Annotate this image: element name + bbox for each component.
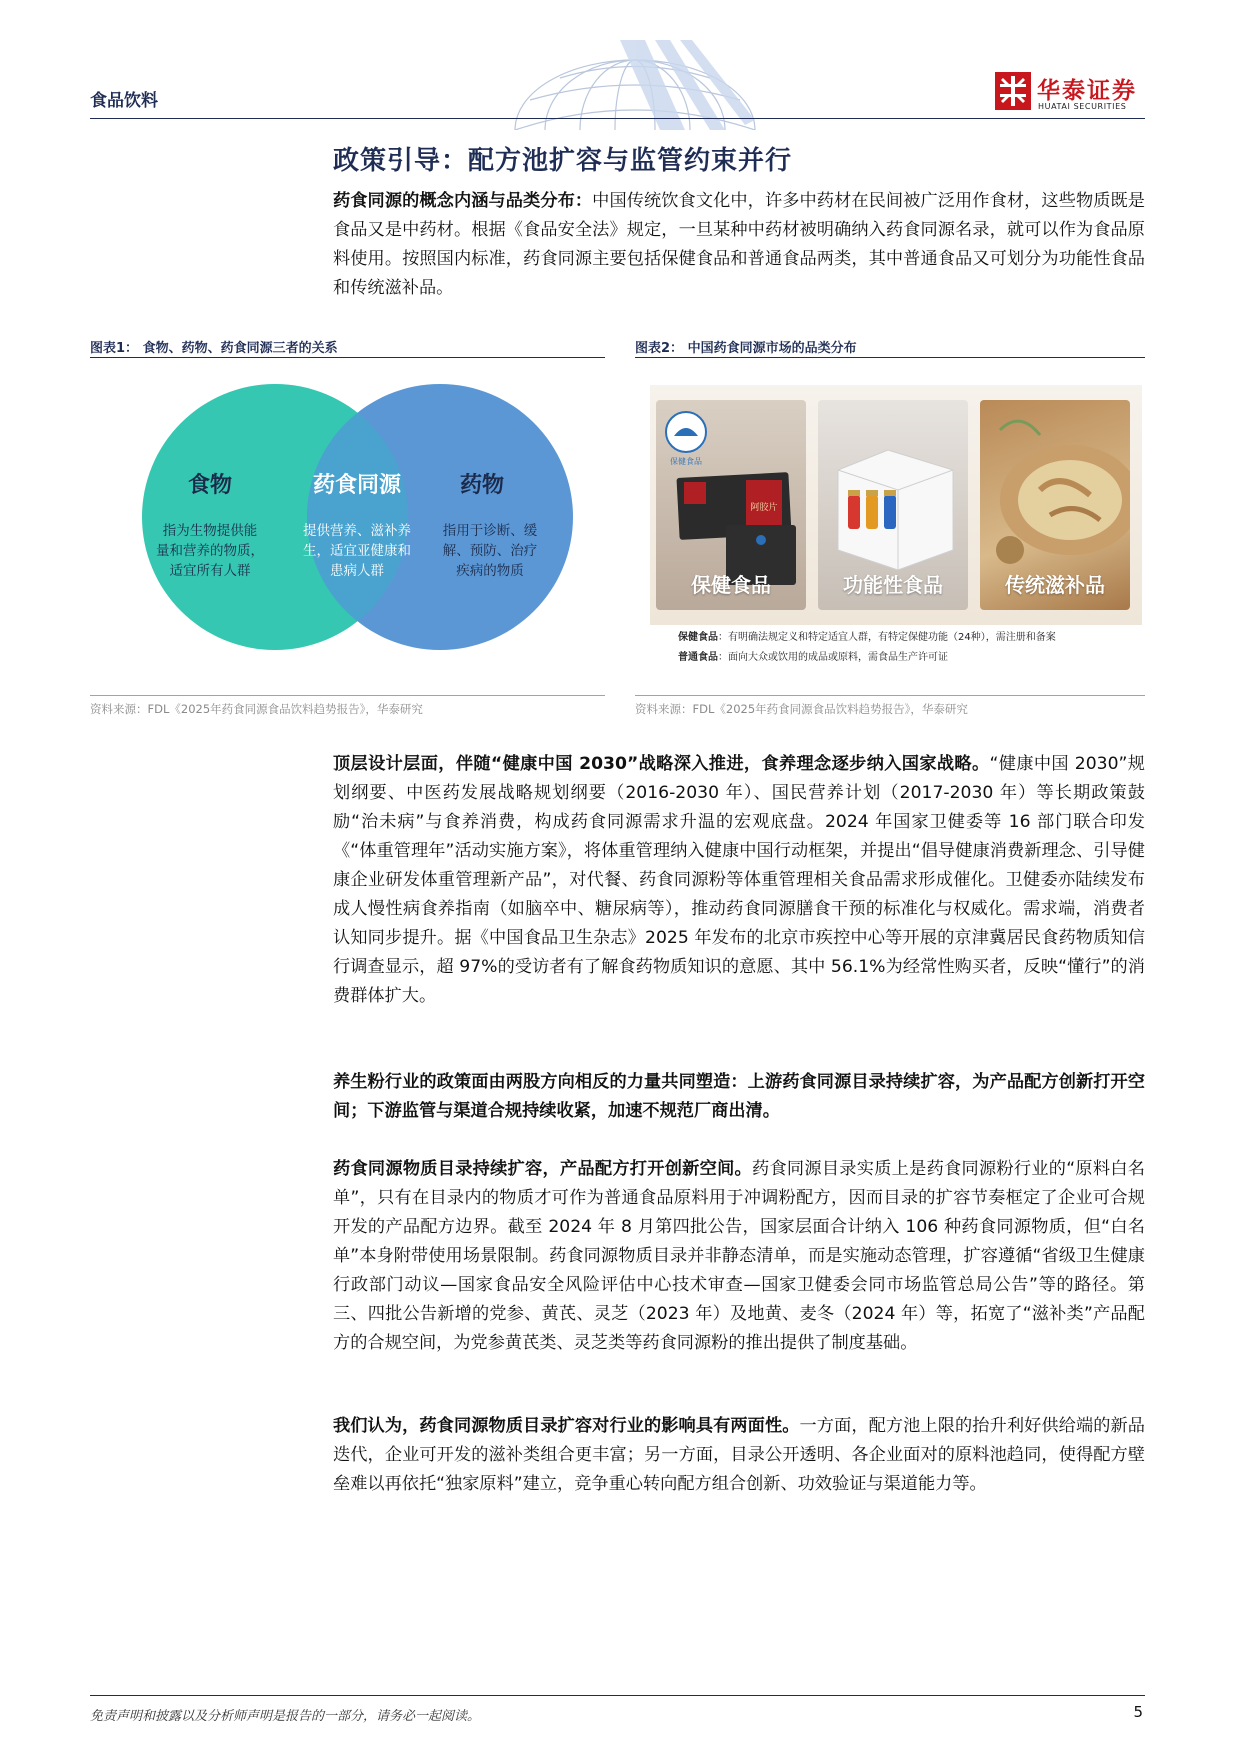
figure2-top-rule — [635, 357, 1145, 358]
footer-disclaimer: 免责声明和披露以及分析师声明是报告的一部分，请务必一起阅读。 — [90, 1709, 481, 1724]
huatai-logo-icon — [995, 72, 1031, 110]
figure2-title: 图表2： 中国药食同源市场的品类分布 — [635, 341, 857, 356]
note-ordinary-food-text: ：面向大众或饮用的成品或原料，需食品生产许可证 — [718, 652, 948, 663]
card-health-food — [656, 400, 806, 610]
note-health-food-text: ：有明确法规定义和特定适宜人群，有特定保健功能（24种），需注册和备案 — [718, 632, 1056, 643]
paragraph-policy-lead: 养生粉行业的政策面由两股方向相反的力量共同塑造：上游药食同源目录持续扩容，为产品配方创新打开空间；下游监管与渠道合规持续收紧，加速不规范厂商出清。 — [333, 1072, 1145, 1121]
venn-overlap-line: 生，适宜亚健康和 — [303, 543, 411, 559]
intro-lead: 药食同源的概念内涵与品类分布： — [333, 191, 593, 211]
venn-food-line: 量和营养的物质， — [156, 543, 264, 559]
paragraph-catalog — [333, 1155, 1145, 1358]
section-title: 政策引导：配方池扩容与监管约束并行 — [333, 146, 793, 176]
paragraph-top-level-lead: 顶层设计层面，伴随“健康中国 2030”战略深入推进，食养理念逐步纳入国家战略。 — [333, 754, 990, 774]
note-ordinary-food-label: 普通食品 — [678, 652, 718, 663]
intro-body: 中国传统饮食文化中，许多中药材在民间被广泛用作食材，这些物质既是食品又是中药材。根据《食品安全法》规定，一旦某种中药材被明确纳入药食同源名录，就可以作为食品原料使用。按照国内标准，药食同源主要包括保健食品和普通食品两类，其中普通食品又可划分为功能性食品和传统滋补品。 — [333, 191, 1145, 298]
venn-drug-line: 疾病的物质 — [456, 563, 524, 579]
brand-name-en: HUATAI SECURITIES — [1038, 102, 1127, 111]
venn-overlap-heading: 药食同源 — [312, 473, 402, 498]
card-label-functional-food: 功能性食品 — [843, 573, 943, 597]
brand-name-cn: 华泰证券 — [1037, 78, 1137, 104]
figure2-source: 资料来源：FDL《2025年药食同源食品饮料趋势报告》，华泰研究 — [635, 702, 968, 716]
figure1-title: 图表1： 食物、药物、药食同源三者的关系 — [90, 341, 338, 356]
figure1-top-rule — [90, 357, 605, 358]
page-number: 5 — [1133, 1703, 1143, 1721]
globe-decoration — [470, 40, 800, 130]
paragraph-policy — [333, 1068, 1145, 1126]
card-traditional-tonic — [980, 400, 1130, 610]
svg-text:保健食品: 保健食品 — [670, 457, 702, 466]
venn-drug-heading: 药物 — [459, 473, 505, 498]
header-rule — [90, 118, 1145, 119]
figure1-source: 资料来源：FDL《2025年药食同源食品饮料趋势报告》，华泰研究 — [90, 702, 423, 716]
card-functional-food — [818, 400, 968, 610]
note-health-food-label: 保健食品 — [678, 632, 718, 643]
figure1-bottom-rule — [90, 695, 605, 696]
note-health-food — [678, 628, 1056, 643]
intro-paragraph — [333, 187, 1145, 303]
paragraph-view-body: 一方面，配方池上限的抬升利好供给端的新品迭代，企业可开发的滋补类组合更丰富；另一方面，目录公开透明、各企业面对的原料池趋同，使得配方壁垒难以再依托“独家原料”建立，竞争重心转向配方组合创新、功效验证与渠道能力等。 — [333, 1416, 1145, 1494]
paragraph-catalog-body: 药食同源目录实质上是药食同源粉行业的“原料白名单”，只有在目录内的物质才可作为普通食品原料用于冲调粉配方，因而目录的扩容节奏框定了企业可合规开发的产品配方边界。截至 2024 年 8 月第四批公告，国家层面合计纳入 106 种药食同源物质，但“白名单”本身附带使用场景限制。药食同源物质目录并非静态清单，而是实施动态管理，扩容遵循“省级卫生健康行政部门动议—国家食品安全风险评估中心技术审查—国家卫健委会同市场监管总局公告”等的路径。第三、四批公告新增的党参、黄芪、灵芝（2023 年）及地黄、麦冬（2024 年）等，拓宽了“滋补类”产品配方的合规空间，为党参黄芪类、灵芝类等药食同源粉的推出提供了制度基础。 — [333, 1159, 1145, 1353]
card-label-health-food: 保健食品 — [691, 573, 771, 597]
venn-overlap-line: 提供营养、滋补养 — [303, 523, 411, 539]
venn-drug-line: 指用于诊断、缓 — [442, 523, 538, 539]
venn-food-line: 适宜所有人群 — [169, 563, 251, 579]
paragraph-view-lead: 我们认为，药食同源物质目录扩容对行业的影响具有两面性。 — [333, 1416, 800, 1436]
venn-diagram — [140, 380, 580, 655]
venn-overlap-line: 患病人群 — [330, 563, 384, 579]
header-sector: 食品饮料 — [90, 91, 158, 111]
venn-food-line: 指为生物提供能 — [162, 523, 258, 539]
footer-rule — [90, 1695, 1145, 1696]
brand-logo — [995, 72, 1145, 114]
paragraph-top-level-body: “健康中国 2030”规划纲要、中医药发展战略规划纲要（2016-2030 年）、国民营养计划（2017-2030 年）等长期政策鼓励“治未病”与食养消费，构成药食同源需求升温的宏观底盘。2024 年国家卫健委等 16 部门联合印发《“体重管理年”活动实施方案》，将体重管理纳入健康中国行动框架，并提出“倡导健康消费新理念、引导健康企业研发体重管理新产品”，对代餐、药食同源粉等体重管理相关食品需求形成催化。卫健委亦陆续发布成人慢性病食养指南（如脑卒中、糖尿病等），推动药食同源膳食干预的标准化与权威化。需求端，消费者认知同步提升。据《中国食品卫生杂志》2025 年发布的北京市疾控中心等开展的京津冀居民食药物质知信行调查显示，超 97%的受访者有了解食药物质知识的意愿、其中 56.1%为经常性购买者，反映“懂行”的消费群体扩大。 — [333, 754, 1145, 1006]
figure2-bottom-rule — [635, 695, 1145, 696]
paragraph-catalog-lead: 药食同源物质目录持续扩容，产品配方打开创新空间。 — [333, 1159, 752, 1179]
paragraph-top-level-design — [333, 750, 1145, 1011]
paragraph-view — [333, 1412, 1145, 1499]
note-ordinary-food — [678, 648, 948, 663]
svg-text:阿胶片: 阿胶片 — [750, 503, 778, 513]
category-infographic — [650, 385, 1142, 667]
venn-food-heading: 食物 — [187, 473, 233, 498]
venn-drug-line: 解、预防、治疗 — [442, 543, 538, 559]
card-label-traditional-tonic: 传统滋补品 — [1005, 573, 1105, 597]
